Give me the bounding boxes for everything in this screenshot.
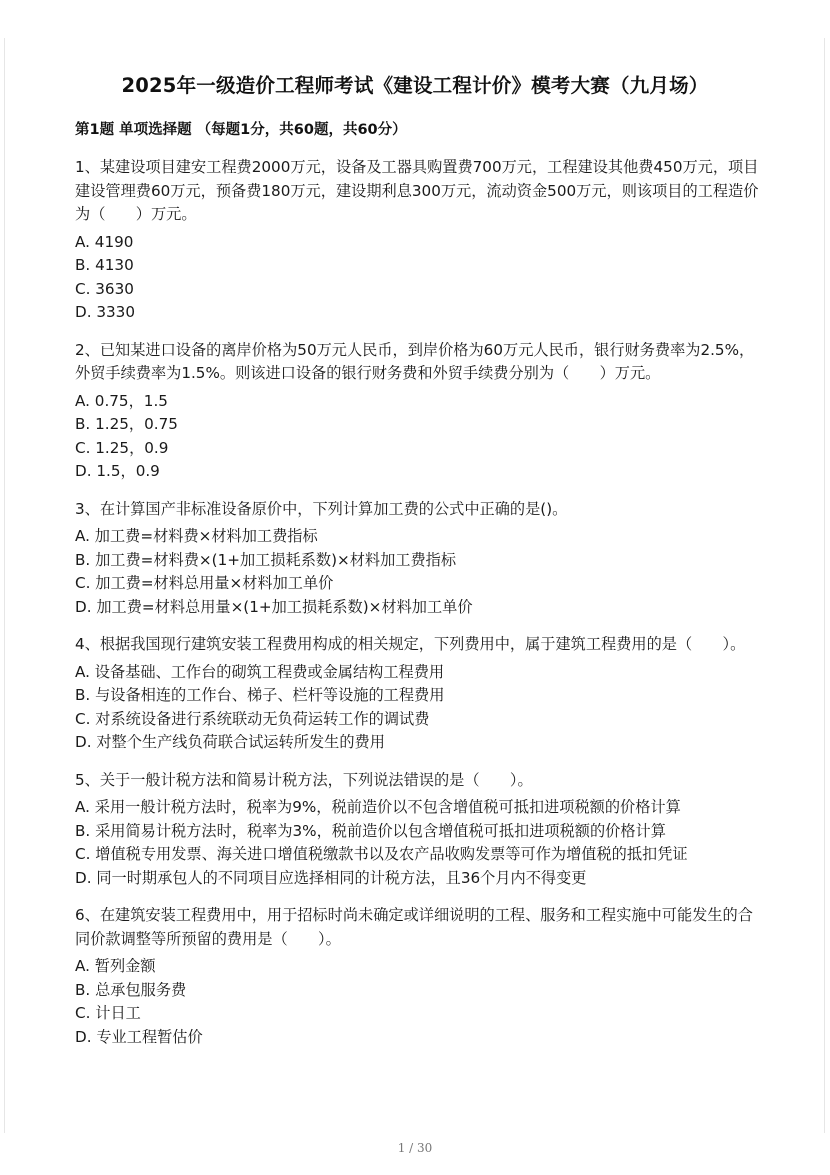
question-text: 2、已知某进口设备的离岸价格为50万元人民币，到岸价格为60万元人民币，银行财务费率为2.5%，外贸手续费率为1.5%。则该进口设备的银行财务费和外贸手续费分别为（ ）万元。 xyxy=(75,340,755,382)
option-d: D. 同一时期承包人的不同项目应选择相同的计税方法，且36个月内不得变更 xyxy=(75,868,587,887)
option-b: B. 采用简易计税方法时，税率为3%，税前造价以包含增值税可抵扣进项税额的价格计算 xyxy=(75,821,666,840)
question-text: 6、在建筑安装工程费用中，用于招标时尚未确定或详细说明的工程、服务和工程实施中可能发生的合同价款调整等所预留的费用是（ ）。 xyxy=(75,906,753,948)
question-text: 1、某建设项目建安工程费2000万元，设备及工器具购置费700万元，工程建设其他费450万元，项目建设管理费60万元，预备费180万元，建设期利息300万元，流动资金500万元，则该项目的工程造价为（ ）万元。 xyxy=(75,158,759,223)
option-a: A. 4190 xyxy=(75,232,134,251)
option-b: B. 1.25，0.75 xyxy=(75,415,178,433)
option-b: B. 与设备相连的工作台、梯子、栏杆等设施的工程费用 xyxy=(75,686,445,704)
question-4 xyxy=(75,633,765,755)
question-6 xyxy=(75,904,765,1049)
option-c: C. 1.25，0.9 xyxy=(75,438,169,457)
option-d: D. 对整个生产线负荷联合试运转所发生的费用 xyxy=(75,733,385,751)
question-3 xyxy=(75,498,765,620)
option-c: C. 3630 xyxy=(75,279,134,298)
option-a: A. 加工费=材料费×材料加工费指标 xyxy=(75,527,318,545)
page-title: 2025年一级造价工程师考试《建设工程计价》模考大赛（九月场） xyxy=(121,74,709,97)
option-a: A. 0.75，1.5 xyxy=(75,391,168,410)
question-2 xyxy=(75,339,765,484)
page-edge-right xyxy=(824,38,825,1133)
option-d: D. 3330 xyxy=(75,303,136,321)
option-c: C. 计日工 xyxy=(75,1004,141,1022)
option-b: B. 总承包服务费 xyxy=(75,980,187,999)
option-c: C. 加工费=材料总用量×材料加工单价 xyxy=(75,574,334,592)
question-text: 5、关于一般计税方法和简易计税方法，下列说法错误的是（ ）。 xyxy=(75,770,533,789)
option-d: D. 1.5，0.9 xyxy=(75,462,160,480)
page-number: 1 / 30 xyxy=(397,1141,433,1155)
option-a: A. 采用一般计税方法时，税率为9%，税前造价以不包含增值税可抵扣进项税额的价格计算 xyxy=(75,798,681,816)
question-text: 4、根据我国现行建筑安装工程费用构成的相关规定，下列费用中，属于建筑工程费用的是（ ）。 xyxy=(75,635,746,653)
page-edge-left xyxy=(4,38,5,1133)
option-a: A. 暂列金额 xyxy=(75,957,156,975)
question-list xyxy=(75,156,765,1063)
option-c: C. 对系统设备进行系统联动无负荷运转工作的调试费 xyxy=(75,709,430,728)
option-d: D. 加工费=材料总用量×(1+加工损耗系数)×材料加工单价 xyxy=(75,597,473,616)
option-b: B. 4130 xyxy=(75,256,134,274)
question-1 xyxy=(75,156,765,325)
option-c: C. 增值税专用发票、海关进口增值税缴款书以及农产品收购发票等可作为增值税的抵扣凭证 xyxy=(75,845,688,863)
question-5 xyxy=(75,769,765,891)
option-b: B. 加工费=材料费×(1+加工损耗系数)×材料加工费指标 xyxy=(75,550,457,569)
option-a: A. 设备基础、工作台的砌筑工程费或金属结构工程费用 xyxy=(75,662,445,681)
section-heading: 第1题 单项选择题 （每题1分，共60题，共60分） xyxy=(75,122,407,138)
option-d: D. 专业工程暂估价 xyxy=(75,1027,203,1046)
question-text: 3、在计算国产非标准设备原价中，下列计算加工费的公式中正确的是()。 xyxy=(75,499,568,518)
